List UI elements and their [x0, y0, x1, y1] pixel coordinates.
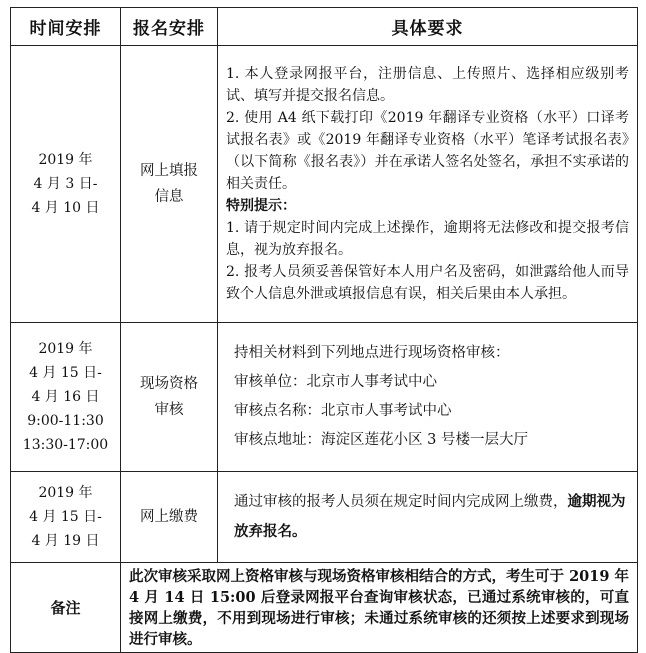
date-line: 2019 年 [38, 152, 93, 168]
requirement-paragraph: 2. 使用 A4 纸下载打印《2019 年翻译专业资格（水平）口译考试报名表》或《2019 年翻译专业资格（水平）笔译考试报名表》（以下简称《报名表》）并在承诺人签名处签名，承担不实承诺的相关责任。 [226, 110, 629, 192]
header-time: 时间安排 [11, 8, 121, 46]
method-line: 网上缴费 [140, 509, 198, 525]
method-line: 信息 [154, 189, 184, 205]
method-cell [121, 472, 218, 563]
tip-paragraph: 1. 请于规定时间内完成上述操作，逾期将无法修改和提交报考信息，视为放弃报名。 [226, 220, 629, 258]
header-requirements: 具体要求 [218, 8, 638, 46]
requirement-line: 审核点地址：海淀区莲花小区 3 号楼一层大厅 [234, 432, 528, 448]
tip-paragraph: 2. 报考人员须妥善保管好本人用户名及密码，如泄露给他人而导致个人信息外泄或填报信息有误，相关后果由本人承担。 [226, 264, 629, 302]
date-line: 4 月 16 日 [31, 389, 100, 405]
schedule-table [10, 7, 638, 653]
date-line: 9:00-11:30 [27, 413, 104, 429]
header-registration: 报名安排 [121, 8, 218, 46]
requirement-cell [218, 46, 638, 323]
date-line: 2019 年 [38, 485, 93, 501]
requirement-cell [218, 472, 638, 563]
requirement-cell [218, 323, 638, 472]
requirement-line: 持相关材料到下列地点进行现场资格审核： [234, 345, 510, 361]
table-row [11, 323, 638, 472]
date-line: 4 月 10 日 [31, 200, 100, 216]
method-cell [121, 323, 218, 472]
payment-warning-text: 逾期视为放弃报名。 [234, 493, 626, 540]
method-line: 现场资格 [140, 376, 198, 392]
special-tip-title: 特别提示： [226, 198, 296, 214]
requirement-line: 审核点名称：北京市人事考试中心 [234, 403, 452, 419]
requirement-paragraph: 1. 本人登录网报平台，注册信息、上传照片、选择相应级别考试、填写并提交报名信息。 [226, 66, 629, 104]
date-line: 4 月 15 日- [29, 509, 102, 525]
date-line: 4 月 15 日- [29, 365, 102, 381]
note-text: 此次审核采取网上资格审核与现场资格审核相结合的方式，考生可于 2019 年 4 月 14 日 15:00 后登录网报平台查询审核状态，已通过系统审核的，可直接网上缴费，不用到现场进行审核；未通过系统审核的还须按上述要求到现场进行审核。 [121, 563, 638, 653]
payment-requirement-text: 通过审核的报考人员须在规定时间内完成网上缴费， [234, 494, 568, 510]
method-line: 网上填报 [140, 163, 198, 179]
method-cell [121, 46, 218, 323]
date-line: 2019 年 [38, 341, 93, 357]
table-header-row [11, 8, 638, 46]
date-line: 4 月 19 日 [31, 533, 100, 549]
date-line: 13:30-17:00 [22, 437, 109, 453]
date-cell [11, 472, 121, 563]
requirement-line: 审核单位：北京市人事考试中心 [234, 374, 437, 390]
table-row [11, 472, 638, 563]
date-line: 4 月 3 日- [33, 176, 98, 192]
table-row [11, 563, 638, 653]
note-label: 备注 [11, 563, 121, 653]
table-row [11, 46, 638, 323]
date-cell [11, 46, 121, 323]
date-cell [11, 323, 121, 472]
method-line: 审核 [154, 402, 184, 418]
